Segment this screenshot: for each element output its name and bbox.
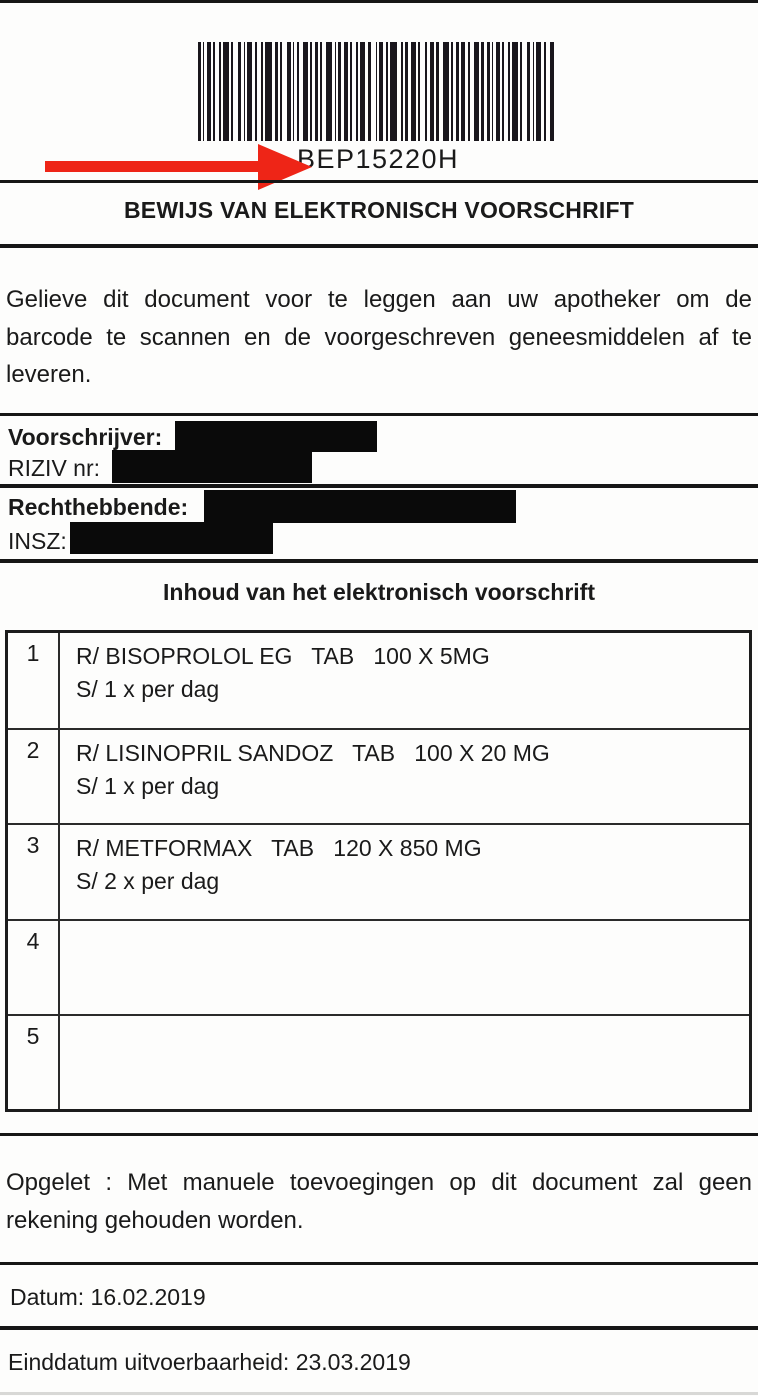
prescription-table: [5, 630, 752, 1112]
riziv-number-redaction: [112, 450, 312, 483]
dosage-line: S/ 1 x per dag: [76, 773, 220, 800]
table-row: [8, 823, 749, 918]
medication-line: R/ BISOPROLOL EG TAB 100 X 5MG: [76, 643, 490, 669]
warning-line: Opgelet : Met manuele toevoegingen op dit document zal geen: [6, 1169, 752, 1196]
table-row: [8, 728, 749, 823]
horizontal-rule: [0, 1262, 758, 1265]
table-row: [8, 1014, 749, 1109]
table-row: [8, 919, 749, 1014]
medication-line: R/ LISINOPRIL SANDOZ TAB 100 X 20 MG: [76, 740, 550, 767]
horizontal-rule: [0, 244, 758, 248]
dosage-line: S/ 2 x per dag: [76, 868, 220, 895]
intro-line: barcode te scannen en de voorgeschreven geneesmiddelen af te: [6, 323, 752, 351]
row-content: [60, 825, 749, 918]
intro-line: Gelieve dit document voor te leggen aan uw apotheker om de: [6, 286, 752, 313]
row-number: 1: [8, 633, 60, 728]
insz-number-label: INSZ:: [8, 528, 67, 554]
warning-paragraph: [6, 1164, 752, 1240]
row-content: [60, 1016, 749, 1109]
horizontal-rule: [0, 559, 758, 563]
patient-name-redaction: [204, 490, 516, 523]
row-content: [60, 633, 749, 728]
row-number: 5: [8, 1016, 60, 1109]
row-number: 3: [8, 825, 60, 918]
document-title: BEWIJS VAN ELEKTRONISCH VOORSCHRIFT: [123, 197, 635, 223]
row-content: [60, 730, 749, 823]
dosage-line: S/ 1 x per dag: [76, 676, 220, 702]
date-label: Datum:: [10, 1284, 85, 1310]
end-date-value: 23.03.2019: [295, 1349, 411, 1375]
barcode-value: BEP15220H: [296, 144, 460, 174]
end-date-label: Einddatum uitvoerbaarheid:: [8, 1349, 290, 1375]
patient-label: Rechthebbende:: [8, 494, 189, 520]
horizontal-rule: [0, 180, 758, 183]
medication-line: R/ METFORMAX TAB 120 X 850 MG: [76, 835, 482, 862]
horizontal-rule: [0, 413, 758, 416]
horizontal-rule: [0, 1326, 758, 1330]
red-arrow-icon: [258, 144, 312, 190]
date-value: 16.02.2019: [90, 1284, 206, 1310]
barcode: [198, 42, 558, 141]
prescriber-name-redaction: [175, 421, 377, 452]
contents-section-title: Inhoud van het elektronisch voorschrift: [163, 579, 595, 605]
end-date-line: [8, 1349, 411, 1376]
red-arrow-body: [45, 161, 259, 172]
intro-line: leveren.: [6, 361, 92, 388]
date-line: [10, 1284, 206, 1311]
horizontal-rule: [0, 0, 758, 3]
row-number: 2: [8, 730, 60, 823]
riziv-number-label: RIZIV nr:: [8, 455, 101, 481]
horizontal-rule: [0, 1133, 758, 1136]
row-content: [60, 921, 749, 1014]
insz-number-redaction: [70, 522, 273, 554]
warning-line: rekening gehouden worden.: [6, 1207, 304, 1234]
horizontal-rule: [0, 1392, 758, 1395]
row-number: 4: [8, 921, 60, 1014]
prescriber-label: Voorschrijver:: [8, 424, 163, 450]
horizontal-rule: [0, 484, 758, 488]
table-row: [8, 633, 749, 728]
intro-paragraph: [6, 281, 752, 394]
